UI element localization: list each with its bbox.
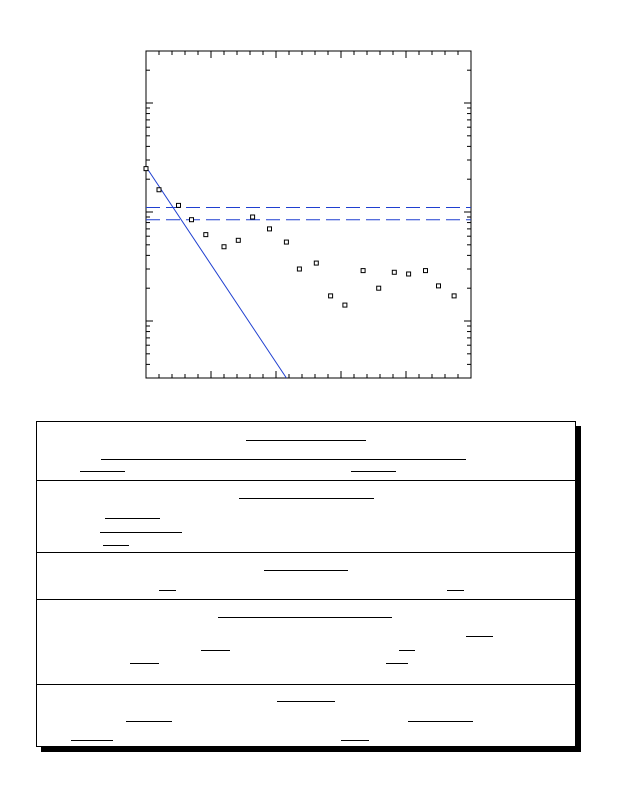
data-point: [452, 294, 456, 298]
legend-section-3: [37, 553, 575, 600]
legend-line: [218, 617, 392, 618]
data-point: [407, 272, 411, 276]
data-point: [329, 294, 333, 298]
legend-line: [105, 518, 160, 519]
legend-line: [246, 440, 366, 441]
plot-axes: [146, 51, 471, 378]
data-point: [392, 270, 396, 274]
legend-line: [386, 663, 408, 664]
plot-lines: [146, 167, 471, 378]
data-point: [377, 286, 381, 290]
legend-panel-body: [36, 421, 576, 747]
legend-line: [130, 663, 159, 664]
legend-line: [239, 498, 374, 499]
data-point: [268, 227, 272, 231]
data-point: [437, 284, 441, 288]
legend-line: [100, 532, 182, 533]
data-point: [177, 203, 181, 207]
legend-line: [399, 650, 415, 651]
legend-line: [447, 590, 464, 591]
data-point: [284, 240, 288, 244]
data-point: [190, 218, 194, 222]
legend-line: [201, 650, 230, 651]
legend-section-4: [37, 600, 575, 685]
legend-section-1: [37, 422, 575, 481]
legend-line: [71, 740, 113, 741]
fit-line: [146, 167, 286, 378]
legend-line: [103, 545, 129, 546]
legend-line: [159, 590, 176, 591]
data-point: [297, 267, 301, 271]
legend-panel: [36, 421, 576, 747]
legend-line: [264, 570, 348, 571]
data-point: [424, 269, 428, 273]
data-point: [251, 215, 255, 219]
legend-line: [80, 471, 125, 472]
data-point: [204, 233, 208, 237]
data-point: [157, 188, 161, 192]
legend-line: [466, 636, 493, 637]
legend-section-5: [37, 685, 575, 746]
data-point: [222, 245, 226, 249]
plot-frame: [146, 51, 471, 378]
data-point: [236, 238, 240, 242]
legend-line: [351, 471, 396, 472]
legend-line: [277, 701, 335, 702]
legend-section-2: [37, 481, 575, 553]
legend-line: [126, 721, 172, 722]
legend-line: [341, 740, 369, 741]
legend-line: [408, 721, 473, 722]
data-point: [314, 261, 318, 265]
plot-points: [144, 167, 456, 307]
data-point: [361, 269, 365, 273]
data-point: [144, 167, 148, 171]
data-point: [343, 303, 347, 307]
legend-line: [101, 459, 466, 460]
